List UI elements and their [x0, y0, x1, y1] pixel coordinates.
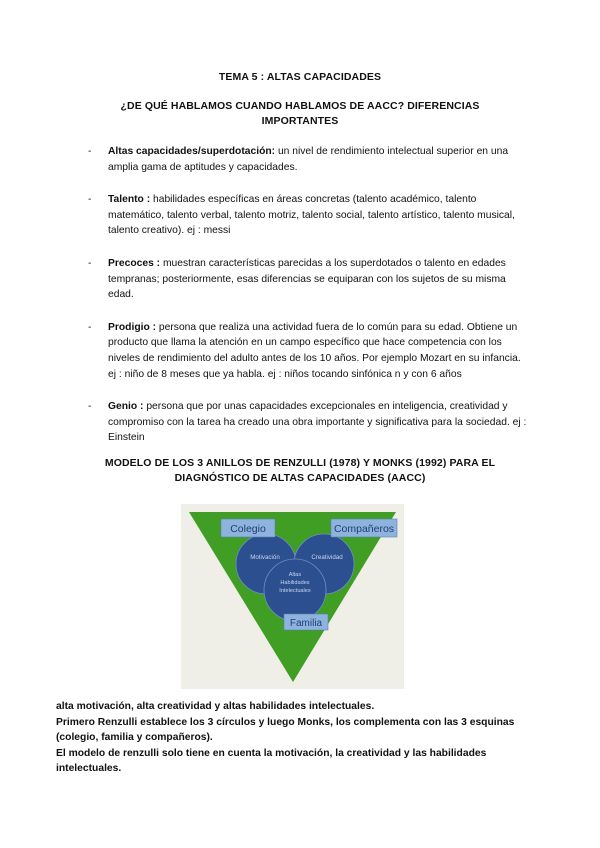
note-line: El modelo de renzulli solo tiene en cuenta la motivación, la creatividad y las habilidades intelectuales.: [56, 747, 487, 775]
item-term: Genio :: [108, 401, 144, 413]
diagram-svg: [181, 504, 404, 689]
list-item: [88, 192, 528, 239]
altas-label-1: Altas: [288, 572, 302, 578]
bullet-dash: -: [88, 321, 92, 333]
familia-label: Familia: [289, 618, 323, 629]
altas-label-2: Habilidades: [280, 580, 310, 586]
list-item: [88, 320, 528, 382]
note-line: alta motivación, alta creatividad y altas habilidades intelectuales.: [56, 701, 375, 712]
model-heading: MODELO DE LOS 3 ANILLOS DE RENZULLI (1978) Y MONKS (1992) PARA EL DIAGNÓSTICO DE ALTAS CAPACIDADES (AACC): [104, 457, 496, 484]
page-subtitle: ¿DE QUÉ HABLAMOS CUANDO HABLAMOS DE AACC? DIFERENCIAS IMPORTANTES: [120, 100, 480, 127]
page-title: TEMA 5 : ALTAS CAPACIDADES: [218, 71, 382, 83]
item-term: Talento :: [108, 194, 151, 206]
note-line: Primero Renzulli establece los 3 círculos y luego Monks, los complementa con las 3 esquinas (colegio, familia y compañeros).: [56, 716, 515, 744]
creatividad-label: Creatividad: [311, 554, 343, 561]
bottom-notes: [56, 699, 526, 777]
list-item: [88, 256, 528, 303]
colegio-label: Colegio: [230, 523, 266, 535]
definitions-list: [88, 144, 528, 463]
altas-label-3: Intelectuales: [279, 588, 311, 594]
renzulli-monks-diagram: [181, 504, 404, 689]
list-item: [88, 399, 528, 446]
bullet-dash: -: [88, 194, 92, 206]
bullet-dash: -: [88, 401, 92, 413]
item-term: Prodigio :: [108, 321, 157, 333]
motivacion-label: Motivación: [250, 554, 280, 561]
item-desc: persona que por unas capacidades excepcionales en inteligencia, creatividad y compromiso con la tarea ha creado una obra importante y significativa para la sociedad. ej : Einstein: [108, 401, 527, 444]
companeros-label: Compañeros: [333, 523, 395, 535]
list-item: [88, 144, 528, 175]
item-desc: muestran características parecidas a los superdotados o talento en edades tempranas; posteriormente, esas diferencias se equiparan con los sujetos de su misma edad.: [108, 257, 506, 301]
bullet-dash: -: [88, 257, 92, 269]
bullet-dash: -: [88, 146, 92, 157]
item-term: Altas capacidades/superdotación:: [108, 146, 276, 157]
item-desc: un nivel de rendimiento intelectual superior en una amplia gama de aptitudes y capacidades.: [108, 146, 509, 173]
item-desc: persona que realiza una actividad fuera de lo común para su edad. Obtiene un producto que llama la atención en un campo específico que hace competencia con los niveles de rendimiento del adulto antes de los 10 años. Por ejemplo Mozart en su infancia. ej : niño de 8 meses que ya habla. ej : niños tocando sinfónica n y con 6 años: [108, 321, 521, 380]
item-term: Precoces :: [108, 257, 161, 269]
item-desc: habilidades específicas en áreas concretas (talento académico, talento matemático, talento verbal, talento motriz, talento social, talento artístico, talento musical, talento creativo). ej : messi: [108, 194, 515, 237]
